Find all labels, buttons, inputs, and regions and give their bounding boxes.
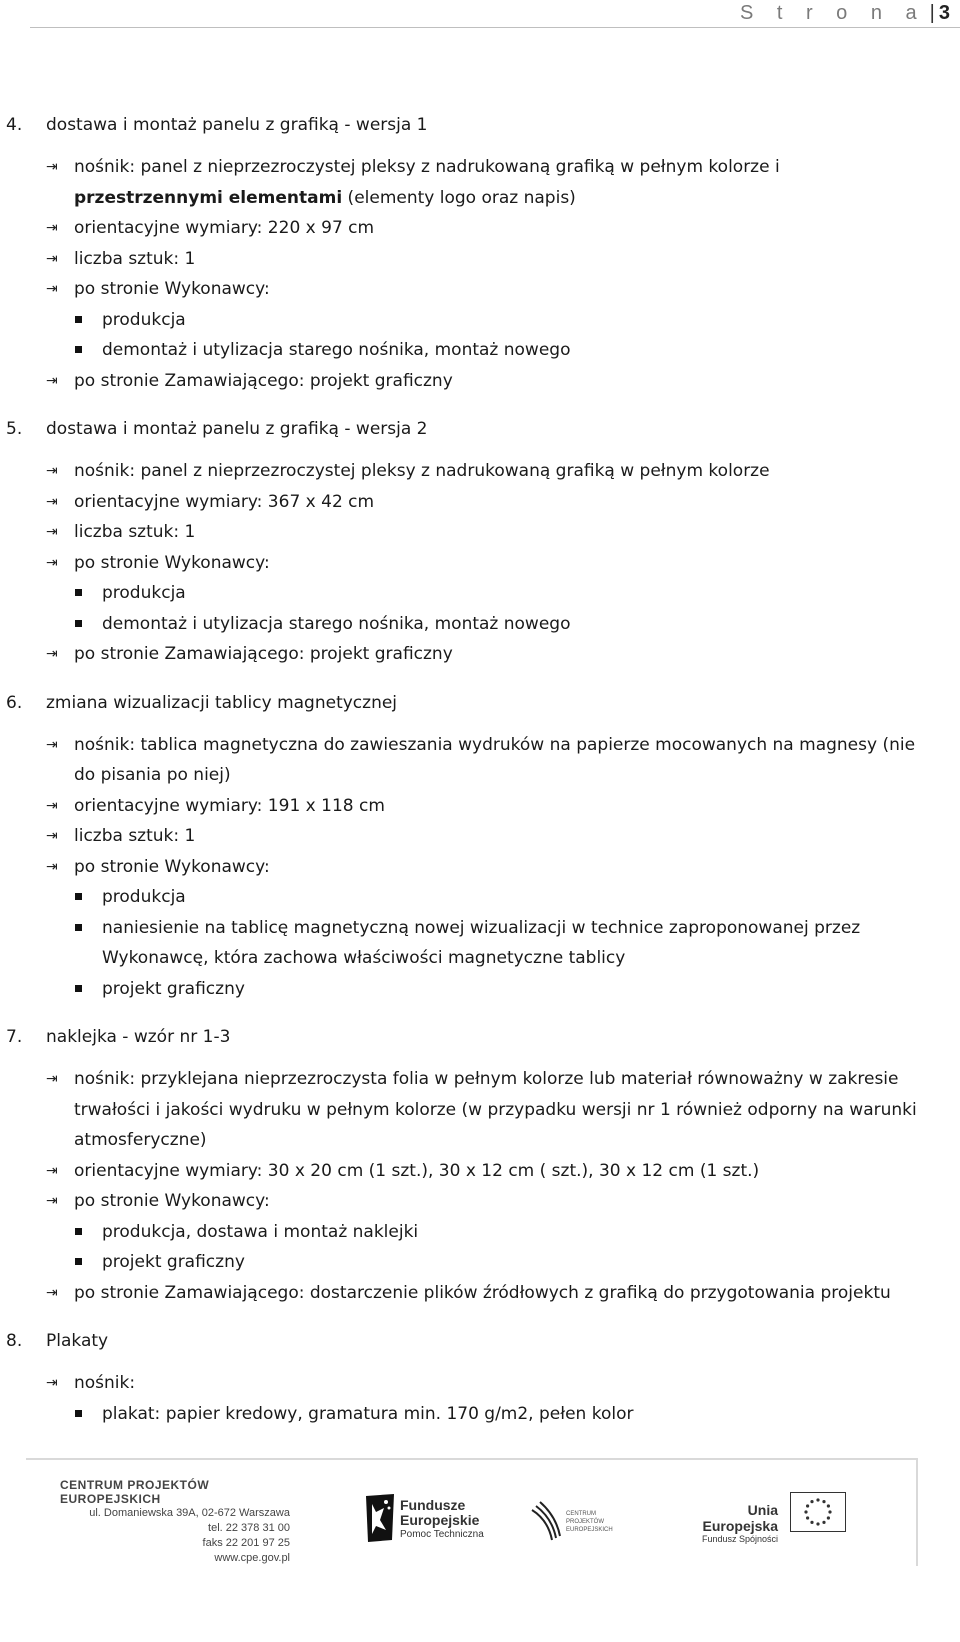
section-number: 8. xyxy=(6,1331,23,1351)
square-bullet-icon xyxy=(74,1247,102,1278)
arrow-to-bar-icon: ⇥ xyxy=(46,646,58,662)
square-bullet-icon xyxy=(74,305,102,336)
item-text: nośnik: panel z nieprzezroczystej pleksy z nadrukowaną grafiką w pełnym kolorze xyxy=(74,461,770,481)
section-8 xyxy=(0,1326,960,1429)
section-title: Plakaty xyxy=(46,1331,109,1351)
arrow-to-bar-icon: ⇥ xyxy=(46,493,58,510)
list-item xyxy=(0,821,960,852)
list-item-text xyxy=(74,791,960,822)
sub-item-text: demontaż i utylizacja starego nośnika, montaż nowego xyxy=(102,340,571,360)
list-item-text xyxy=(74,213,960,244)
section-title: dostawa i montaż panelu z grafiką - wersja 1 xyxy=(46,115,428,135)
arrow-to-bar-icon: ⇥ xyxy=(46,554,58,571)
sub-list-item xyxy=(0,1247,960,1278)
section-4 xyxy=(0,110,960,396)
list-item xyxy=(0,791,960,822)
list-item-text xyxy=(74,639,960,670)
list-item-text xyxy=(74,730,960,791)
sub-list-item xyxy=(0,974,960,1005)
list-item xyxy=(0,1156,960,1187)
item-text: orientacyjne wymiary: 367 x 42 cm xyxy=(74,491,375,512)
section-6 xyxy=(0,688,960,1005)
arrow-to-bar-icon: ⇥ xyxy=(46,220,58,236)
section-heading xyxy=(0,1326,960,1356)
cpe-address: ul. Domaniewska 39A, 02-672 Warszawa xyxy=(89,1507,290,1519)
square-bullet-icon xyxy=(74,913,102,974)
document-body xyxy=(0,110,960,1447)
section-heading xyxy=(0,688,960,718)
list-item xyxy=(0,152,960,213)
fe-line1: Fundusze xyxy=(400,1497,466,1513)
arrow-to-bar-icon: ⇥ xyxy=(46,281,58,297)
eu-star-icon xyxy=(806,1516,809,1519)
square-bullet-icon xyxy=(74,609,102,640)
header-rule xyxy=(30,27,960,28)
page-label: S t r o n a xyxy=(739,2,926,24)
item-text: po stronie Zamawiającego: projekt graficzny xyxy=(74,370,453,391)
square-bullet-icon xyxy=(74,578,102,609)
item-text: po stronie Wykonawcy: xyxy=(74,279,270,299)
eu-star-icon xyxy=(810,1500,813,1503)
section-title: zmiana wizualizacji tablicy magnetycznej xyxy=(46,692,398,713)
fe-line3: Pomoc Techniczna xyxy=(400,1529,484,1540)
arrow-to-bar-icon: ⇥ xyxy=(46,1071,58,1087)
list-item-text xyxy=(74,366,960,397)
section-heading xyxy=(0,1022,960,1052)
square-bullet-icon xyxy=(74,974,102,1005)
sub-item-text: demontaż i utylizacja starego nośnika, montaż nowego xyxy=(102,613,571,634)
list-item xyxy=(0,517,960,548)
sub-list-item xyxy=(0,335,960,366)
ue-line1: Unia Europejska xyxy=(702,1502,778,1534)
eu-flag-icon xyxy=(790,1492,846,1532)
cpe-mini-line2: EUROPEJSKICH xyxy=(566,1527,613,1533)
sub-item-text: projekt graficzny xyxy=(102,1252,245,1272)
item-text: po stronie Wykonawcy: xyxy=(74,1191,270,1211)
eu-star-icon xyxy=(827,1516,830,1519)
sub-list-item xyxy=(0,1399,960,1430)
list-item xyxy=(0,1186,960,1217)
arrow-to-bar-icon: ⇥ xyxy=(46,159,58,175)
arrow-to-bar-icon: ⇥ xyxy=(46,1375,58,1391)
list-item xyxy=(0,274,960,305)
list-item-text xyxy=(74,244,960,275)
section-number: 7. xyxy=(6,1027,23,1047)
arrow-to-bar-icon: ⇥ xyxy=(46,250,58,267)
list-item xyxy=(0,244,960,275)
sub-item-text: naniesienie na tablicę magnetyczną nowej wizualizacji w technice zaproponowanej przez Wykonawcę, która zachowa właściwości magnetyczne tablicy xyxy=(102,917,861,968)
sub-list-item xyxy=(0,578,960,609)
item-text: orientacyjne wymiary: 220 x 97 cm xyxy=(74,218,375,238)
sub-list-item xyxy=(0,609,960,640)
page-number-label xyxy=(740,2,950,25)
fe-line2: Europejskie xyxy=(400,1512,480,1528)
list-item xyxy=(0,730,960,791)
list-item-text xyxy=(74,274,960,305)
item-text: nośnik: panel z nieprzezroczystej pleksy z nadrukowaną grafiką w pełnym kolorze i xyxy=(74,157,780,177)
list-item xyxy=(0,639,960,670)
footer-vertical-rule xyxy=(916,1458,918,1566)
sub-list-item xyxy=(0,1217,960,1248)
sub-item-text: plakat: papier kredowy, gramatura min. 170 g/m2, pełen kolor xyxy=(102,1403,634,1424)
item-text: po stronie Wykonawcy: xyxy=(74,552,270,573)
square-bullet-icon xyxy=(74,335,102,366)
list-item xyxy=(0,852,960,883)
list-item-text xyxy=(74,1186,960,1217)
list-item-text xyxy=(74,1368,960,1399)
list-item xyxy=(0,213,960,244)
eu-star-icon xyxy=(806,1504,809,1507)
item-text: orientacyjne wymiary: 191 x 118 cm xyxy=(74,795,385,816)
cpe-contact-block xyxy=(60,1478,290,1566)
item-text: po stronie Zamawiającego: dostarczenie plików źródłowych z grafiką do przygotowania projektu xyxy=(74,1282,891,1303)
square-bullet-icon xyxy=(74,882,102,913)
cpe-tel: tel. 22 378 31 00 xyxy=(208,1522,290,1534)
arrow-to-bar-icon: ⇥ xyxy=(46,858,58,875)
section-7 xyxy=(0,1022,960,1308)
list-item xyxy=(0,1064,960,1156)
section-number: 4. xyxy=(6,115,23,135)
item-text: po stronie Wykonawcy: xyxy=(74,856,270,877)
eu-star-icon xyxy=(827,1504,830,1507)
sub-list-item xyxy=(0,913,960,974)
ue-line2: Fundusz Spójności xyxy=(701,1534,778,1544)
list-item-text xyxy=(74,548,960,579)
eu-star-icon xyxy=(804,1510,807,1513)
list-item xyxy=(0,366,960,397)
section-title: naklejka - wzór nr 1-3 xyxy=(46,1027,231,1047)
cpe-name: CENTRUM PROJEKTÓW EUROPEJSKICH xyxy=(60,1478,210,1506)
fundusze-europejskie-text xyxy=(400,1498,484,1542)
eu-star-icon xyxy=(816,1522,819,1525)
item-text: liczba sztuk: 1 xyxy=(74,248,196,269)
arrow-to-bar-icon: ⇥ xyxy=(46,1193,58,1209)
footer-rule xyxy=(26,1458,918,1460)
page-separator: | xyxy=(929,2,935,24)
item-text: nośnik: tablica magnetyczna do zawieszania wydruków na papierze mocowanych na magnesy (nie do pisania po niej) xyxy=(74,734,916,785)
arrow-to-bar-icon: ⇥ xyxy=(46,1284,58,1301)
item-text: orientacyjne wymiary: 30 x 20 cm (1 szt.), 30 x 12 cm ( szt.), 30 x 12 cm (1 szt.) xyxy=(74,1160,760,1181)
page-footer xyxy=(0,1458,960,1642)
cpe-mini-logo xyxy=(530,1500,630,1546)
item-text: liczba sztuk: 1 xyxy=(74,522,196,542)
sub-item-text: produkcja xyxy=(102,309,186,330)
cpe-swoosh-icon xyxy=(530,1500,566,1546)
list-item-text xyxy=(74,852,960,883)
list-item xyxy=(0,487,960,518)
list-item-text xyxy=(74,1278,960,1309)
page-number: 3 xyxy=(938,2,950,24)
list-item xyxy=(0,1368,960,1399)
eu-star-icon xyxy=(816,1498,819,1501)
sub-item-text: produkcja, dostawa i montaż naklejki xyxy=(102,1221,419,1242)
cpe-fax: faks 22 201 97 25 xyxy=(202,1537,290,1549)
item-text: nośnik: xyxy=(74,1373,136,1393)
item-text-after: (elementy logo oraz napis) xyxy=(342,187,576,208)
sub-item-text: produkcja xyxy=(102,583,186,603)
cpe-www: www.cpe.gov.pl xyxy=(214,1552,290,1564)
sub-item-text: projekt graficzny xyxy=(102,978,245,999)
arrow-to-bar-icon: ⇥ xyxy=(46,797,58,814)
section-5 xyxy=(0,414,960,670)
arrow-to-bar-icon: ⇥ xyxy=(46,1162,58,1179)
square-bullet-icon xyxy=(74,1399,102,1430)
page-header xyxy=(0,0,960,34)
item-text: liczba sztuk: 1 xyxy=(74,826,196,846)
eu-star-icon xyxy=(822,1521,825,1524)
list-item xyxy=(0,548,960,579)
section-title: dostawa i montaż panelu z grafiką - wersja 2 xyxy=(46,419,428,439)
list-item-text xyxy=(74,152,960,213)
arrow-to-bar-icon: ⇥ xyxy=(46,524,58,540)
item-text: po stronie Zamawiającego: projekt graficzny xyxy=(74,644,453,664)
square-bullet-icon xyxy=(74,1217,102,1248)
arrow-to-bar-icon: ⇥ xyxy=(46,463,58,479)
list-item-text xyxy=(74,456,960,487)
sub-list-item xyxy=(0,882,960,913)
list-item-text xyxy=(74,517,960,548)
section-heading xyxy=(0,414,960,444)
section-heading xyxy=(0,110,960,140)
section-number: 5. xyxy=(6,419,23,439)
list-item-text xyxy=(74,1064,960,1156)
eu-star-icon xyxy=(810,1521,813,1524)
eu-star-icon xyxy=(822,1500,825,1503)
ue-text xyxy=(672,1502,778,1544)
list-item-text xyxy=(74,1156,960,1187)
sub-item-text: produkcja xyxy=(102,887,186,907)
item-bold-text: przestrzennymi elementami xyxy=(74,187,343,208)
list-item xyxy=(0,456,960,487)
sub-list-item xyxy=(0,305,960,336)
arrow-to-bar-icon: ⇥ xyxy=(46,736,58,753)
list-item-text xyxy=(74,821,960,852)
list-item-text xyxy=(74,487,960,518)
arrow-to-bar-icon: ⇥ xyxy=(46,828,58,844)
eu-star-icon xyxy=(828,1510,831,1513)
cpe-mini-line1: CENTRUM PROJEKTÓW xyxy=(566,1511,605,1525)
arrow-to-bar-icon: ⇥ xyxy=(46,372,58,389)
item-text: nośnik: przyklejana nieprzezroczysta folia w pełnym kolorze lub materiał równoważny w zakresie trwałości i jakości wydruku w pełnym kolorze (w przypadku wersji nr 1 również odporny na warunki atmosferyczne) xyxy=(74,1069,917,1150)
list-item xyxy=(0,1278,960,1309)
section-number: 6. xyxy=(6,692,23,713)
